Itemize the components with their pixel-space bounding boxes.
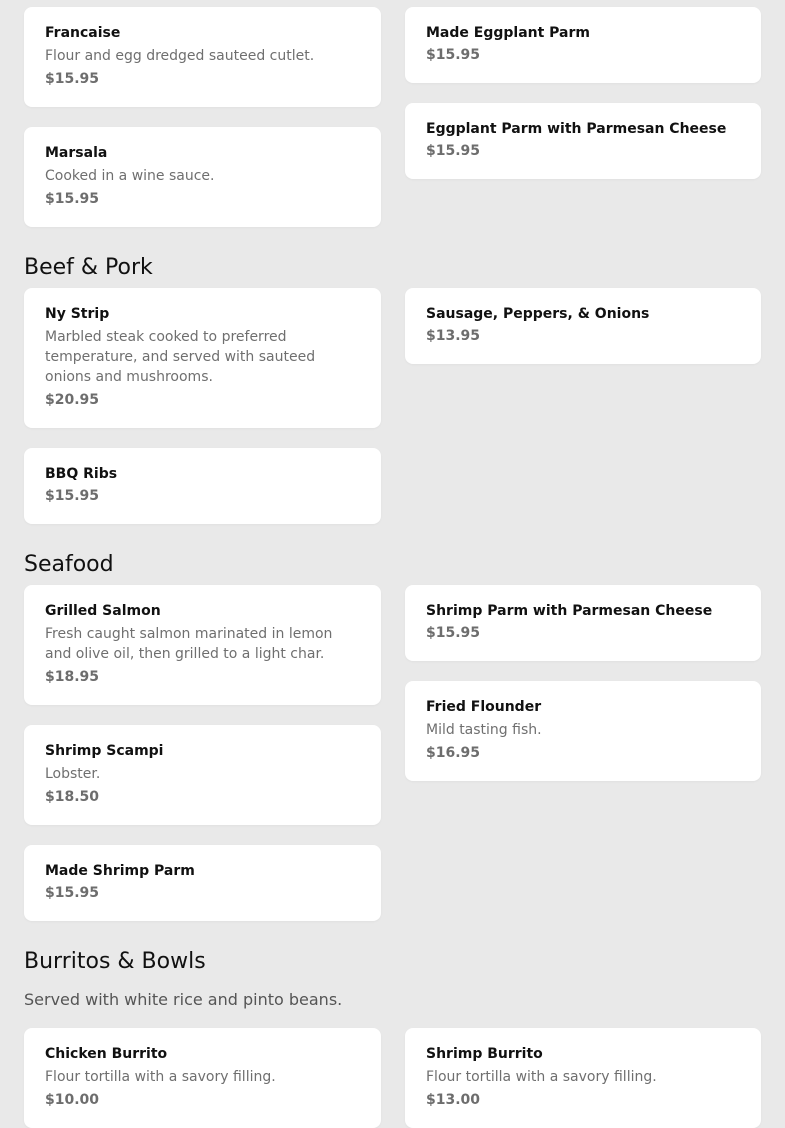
menu-item-card[interactable] xyxy=(24,127,381,227)
menu-item-price: $15.95 xyxy=(426,625,481,641)
menu-item-card[interactable] xyxy=(405,288,761,364)
menu-item-card[interactable] xyxy=(24,585,381,705)
menu-item-card[interactable] xyxy=(24,725,381,825)
menu-item-description: Fresh caught salmon marinated in lemon and olive oil, then grilled to a light char. xyxy=(45,626,333,662)
menu-item-price: $16.95 xyxy=(426,745,481,761)
menu-item-card[interactable] xyxy=(405,7,761,83)
section-title-beef-pork: Beef & Pork xyxy=(24,255,153,280)
section-title-burritos-bowls: Burritos & Bowls xyxy=(24,949,206,974)
menu-item-card[interactable] xyxy=(405,681,761,781)
menu-item-description: Marbled steak cooked to preferred temperature, and served with sauteed onions and mushrooms. xyxy=(45,329,316,385)
menu-item-description: Flour tortilla with a savory filling. xyxy=(426,1069,657,1085)
menu-item-price: $15.95 xyxy=(426,143,481,159)
menu-item-price: $20.95 xyxy=(45,392,100,408)
menu-item-name: Marsala xyxy=(45,145,108,161)
menu-item-name: Fried Flounder xyxy=(426,699,542,715)
menu-item-price: $18.95 xyxy=(45,669,100,685)
menu-item-price: $10.00 xyxy=(45,1092,100,1108)
menu-item-description: Flour tortilla with a savory filling. xyxy=(45,1069,276,1085)
menu-item-price: $13.00 xyxy=(426,1092,481,1108)
menu-item-card[interactable] xyxy=(405,1028,761,1128)
menu-item-name: Made Shrimp Parm xyxy=(45,863,195,879)
menu-item-price: $13.95 xyxy=(426,328,481,344)
menu-item-card[interactable] xyxy=(405,103,761,179)
section-note: Served with white rice and pinto beans. xyxy=(24,990,343,1009)
menu-item-card[interactable] xyxy=(24,7,381,107)
menu-item-price: $15.95 xyxy=(45,488,100,504)
menu-item-price: $15.95 xyxy=(45,71,100,87)
menu-item-price: $15.95 xyxy=(45,885,100,901)
menu-item-name: Francaise xyxy=(45,25,121,41)
menu-item-name: Shrimp Burrito xyxy=(426,1046,543,1062)
menu-item-price: $15.95 xyxy=(45,191,100,207)
menu-item-price: $15.95 xyxy=(426,47,481,63)
menu-item-name: Chicken Burrito xyxy=(45,1046,168,1062)
menu-item-card[interactable] xyxy=(24,845,381,921)
menu-item-name: Grilled Salmon xyxy=(45,603,161,619)
menu-item-name: Eggplant Parm with Parmesan Cheese xyxy=(426,121,727,137)
section-title-seafood: Seafood xyxy=(24,552,114,577)
menu-item-name: Shrimp Parm with Parmesan Cheese xyxy=(426,603,713,619)
menu-item-description: Mild tasting fish. xyxy=(426,722,542,738)
menu-item-name: Shrimp Scampi xyxy=(45,743,164,759)
menu-item-card[interactable] xyxy=(24,1028,381,1128)
menu-item-name: Ny Strip xyxy=(45,306,110,322)
menu-item-name: Sausage, Peppers, & Onions xyxy=(426,306,650,322)
menu-item-card[interactable] xyxy=(405,585,761,661)
menu-item-name: Made Eggplant Parm xyxy=(426,25,591,41)
menu-item-description: Lobster. xyxy=(45,766,101,782)
menu-item-card[interactable] xyxy=(24,288,381,428)
menu-item-description: Cooked in a wine sauce. xyxy=(45,168,215,184)
menu-item-name: BBQ Ribs xyxy=(45,466,118,482)
menu-item-description: Flour and egg dredged sauteed cutlet. xyxy=(45,48,315,64)
menu-item-card[interactable] xyxy=(24,448,381,524)
menu-item-price: $18.50 xyxy=(45,789,100,805)
